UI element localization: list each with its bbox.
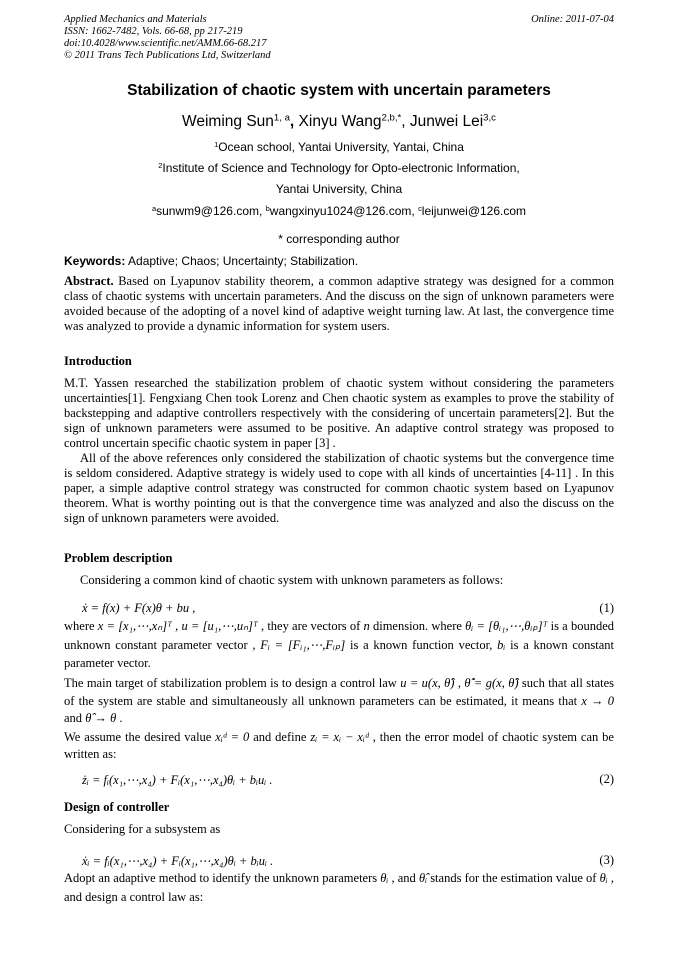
text: stands for the estimation value of [427, 871, 600, 885]
text: is a bounded unknown constant parameter vector , [64, 619, 615, 652]
abstract-text: Based on Lyapunov stability theorem, a common adaptive strategy was designed for a common class of chaotic systems with uncertain parameters. And the discuss on the sign of unknown parameters were avoided because of the adopting of a novel kind of adaptive weight turning law. At last, the convergence time was analyzed to provide a dynamic information for system users. [64, 274, 614, 334]
journal-copyright: © 2011 Trans Tech Publications Ltd, Switzerland [64, 50, 271, 61]
text: where [64, 619, 98, 633]
email-sup: b [265, 203, 270, 213]
aff-text: Ocean school, Yantai University, Yantai, China [218, 140, 464, 154]
math: Fᵢ = [Fᵢ₁,⋯,Fᵢₚ] [260, 637, 346, 652]
journal-name: Applied Mechanics and Materials [64, 14, 207, 25]
email-line [0, 204, 678, 218]
paper-title: Stabilization of chaotic system with uncertain parameters [127, 82, 551, 99]
problem-target [64, 675, 614, 728]
intro-paragraph-1: M.T. Yassen researched the stabilization problem of chaotic system without considering the parameters uncertainties[1]. Fengxiang Chen took Lorenz and Chen chaotic system as examples to prove the stability of backstepping and adaptive controllers respectively with the considering of uncertain parameters[2]. But the sign of unknown parameters were assumed to be positive. An adaptive control strategy was proposed to control uncertain specific chaotic system in paper [3] . [64, 376, 614, 451]
text: The main target of stabilization problem is to design a control law [64, 676, 401, 690]
corresponding-note: * corresponding author [278, 232, 400, 246]
equation-number: (2) [599, 772, 614, 786]
email-b[interactable]: wangxinyu1024@126.com, [269, 204, 419, 218]
equation-1 [64, 601, 614, 617]
text: We assume the desired value [64, 730, 216, 744]
math: bᵢ [497, 637, 506, 652]
text: is a known function vector, [345, 637, 498, 652]
author-name: Weiming Sun [182, 113, 274, 130]
equation-body: ẋᵢ = fᵢ(x₁,⋯,x₄) + Fᵢ(x₁,⋯,x₄)θᵢ + bᵢuᵢ . [82, 854, 274, 868]
problem-intro: Considering a common kind of chaotic system with unknown parameters as follows: [80, 573, 504, 587]
affiliation-2-cont: Yantai University, China [275, 182, 403, 196]
aff-text: Institute of Science and Technology for Opto-electronic Information, [162, 161, 520, 175]
math: u = u(x, θ̂) , θ̂̇ = g(x, θ̂) [400, 676, 519, 690]
text: . [116, 711, 123, 725]
journal-header [64, 14, 271, 62]
problem-where [64, 617, 614, 673]
section-heading-design: Design of controller [64, 800, 170, 814]
math: θ̂ → θ [85, 711, 117, 725]
text: Adopt an adaptive method to identify the unknown parameters [64, 871, 381, 885]
keywords-text: Adaptive; Chaos; Uncertainty; Stabilization. [125, 254, 359, 268]
author-name: Junwei Lei [409, 113, 484, 130]
text: is a known constant parameter vector. [64, 637, 614, 670]
author-sup: 3,c [483, 112, 496, 124]
affiliation-2 [0, 161, 678, 175]
math: θᵢ [380, 871, 389, 885]
text: and define [249, 730, 311, 744]
aff-sup: 1 [214, 139, 219, 149]
author-sup: 1, a [273, 112, 290, 124]
journal-issn: ISSN: 1662-7482, Vols. 66-68, pp 217-219 [64, 26, 243, 37]
author-sup: 2,b,* [381, 112, 402, 124]
text: , and design a control law as: [64, 871, 614, 904]
equation-body: żᵢ = fᵢ(x₁,⋯,x₄) + Fᵢ(x₁,⋯,x₄)θᵢ + bᵢuᵢ . [82, 773, 273, 787]
text: and [64, 711, 86, 725]
design-intro: Considering for a subsystem as [64, 822, 221, 836]
online-date: Online: 2011-07-04 [531, 14, 614, 25]
aff-sup: 2 [158, 160, 163, 170]
text: , they are vectors of [257, 619, 364, 633]
equation-body: ẋ = f(x) + F(x)θ + bu , [82, 601, 196, 615]
email-a[interactable]: sunwm9@126.com, [156, 204, 266, 218]
math: θ̂ᵢ [418, 871, 428, 885]
equation-number: (1) [599, 601, 614, 615]
text: , and [388, 871, 419, 885]
text: dimension. where [369, 619, 466, 633]
math: xᵢᵈ = 0 [215, 730, 250, 744]
author-name: Xinyu Wang [298, 113, 382, 130]
affiliation-1 [0, 140, 678, 154]
intro-paragraph-2: All of the above references only considered the stabilization of chaotic systems but the convergence time is seldom considered. Adaptive strategy is widely used to cope with all kinds of uncertainties [4-11] . In this paper, a simple adaptive control strategy was constructed for common chaotic system based on Lyapunov theorem. What is worthy pointing out is that the convergence time was analyzed and also the discuss on the sign of unknown parameters were avoided. [64, 451, 614, 526]
journal-doi[interactable]: doi:10.4028/www.scientific.net/AMM.66-68.217 [64, 38, 267, 49]
math: x = [x₁,⋯,xₙ]ᵀ , u = [u₁,⋯,uₙ]ᵀ [97, 619, 258, 633]
text: , then the error model of chaotic system can be written as: [64, 730, 614, 761]
email-c[interactable]: leijunwei@126.com [421, 204, 527, 218]
abstract-label: Abstract. [64, 274, 114, 288]
math: θᵢ [599, 871, 608, 885]
math: θᵢ = [θᵢ₁,⋯,θᵢₚ]ᵀ [465, 619, 548, 633]
equation-2 [64, 772, 614, 788]
design-adopt [64, 869, 614, 907]
author-list: Weiming Sun$^{1, a}$, Xinyu Wang$^{2,b,*}$, Junwei Lei$^{3,c}$ [182, 112, 496, 130]
section-heading-problem: Problem description [64, 551, 173, 565]
problem-assumption [64, 729, 614, 763]
section-heading-introduction: Introduction [64, 354, 132, 368]
keywords [64, 254, 358, 268]
math: x → 0 [581, 693, 614, 708]
equation-3 [64, 853, 614, 869]
abstract [64, 274, 614, 334]
email-sup: a [151, 203, 157, 213]
text: such that all states of the system are stable and simultaneously all unknown parameters can be estimated, it means that [64, 676, 614, 708]
math: n [363, 619, 370, 633]
email-sup: c [418, 203, 422, 213]
equation-number: (3) [599, 853, 614, 867]
math: zᵢ = xᵢ − xᵢᵈ [310, 730, 369, 744]
keywords-label: Keywords: [64, 254, 126, 268]
